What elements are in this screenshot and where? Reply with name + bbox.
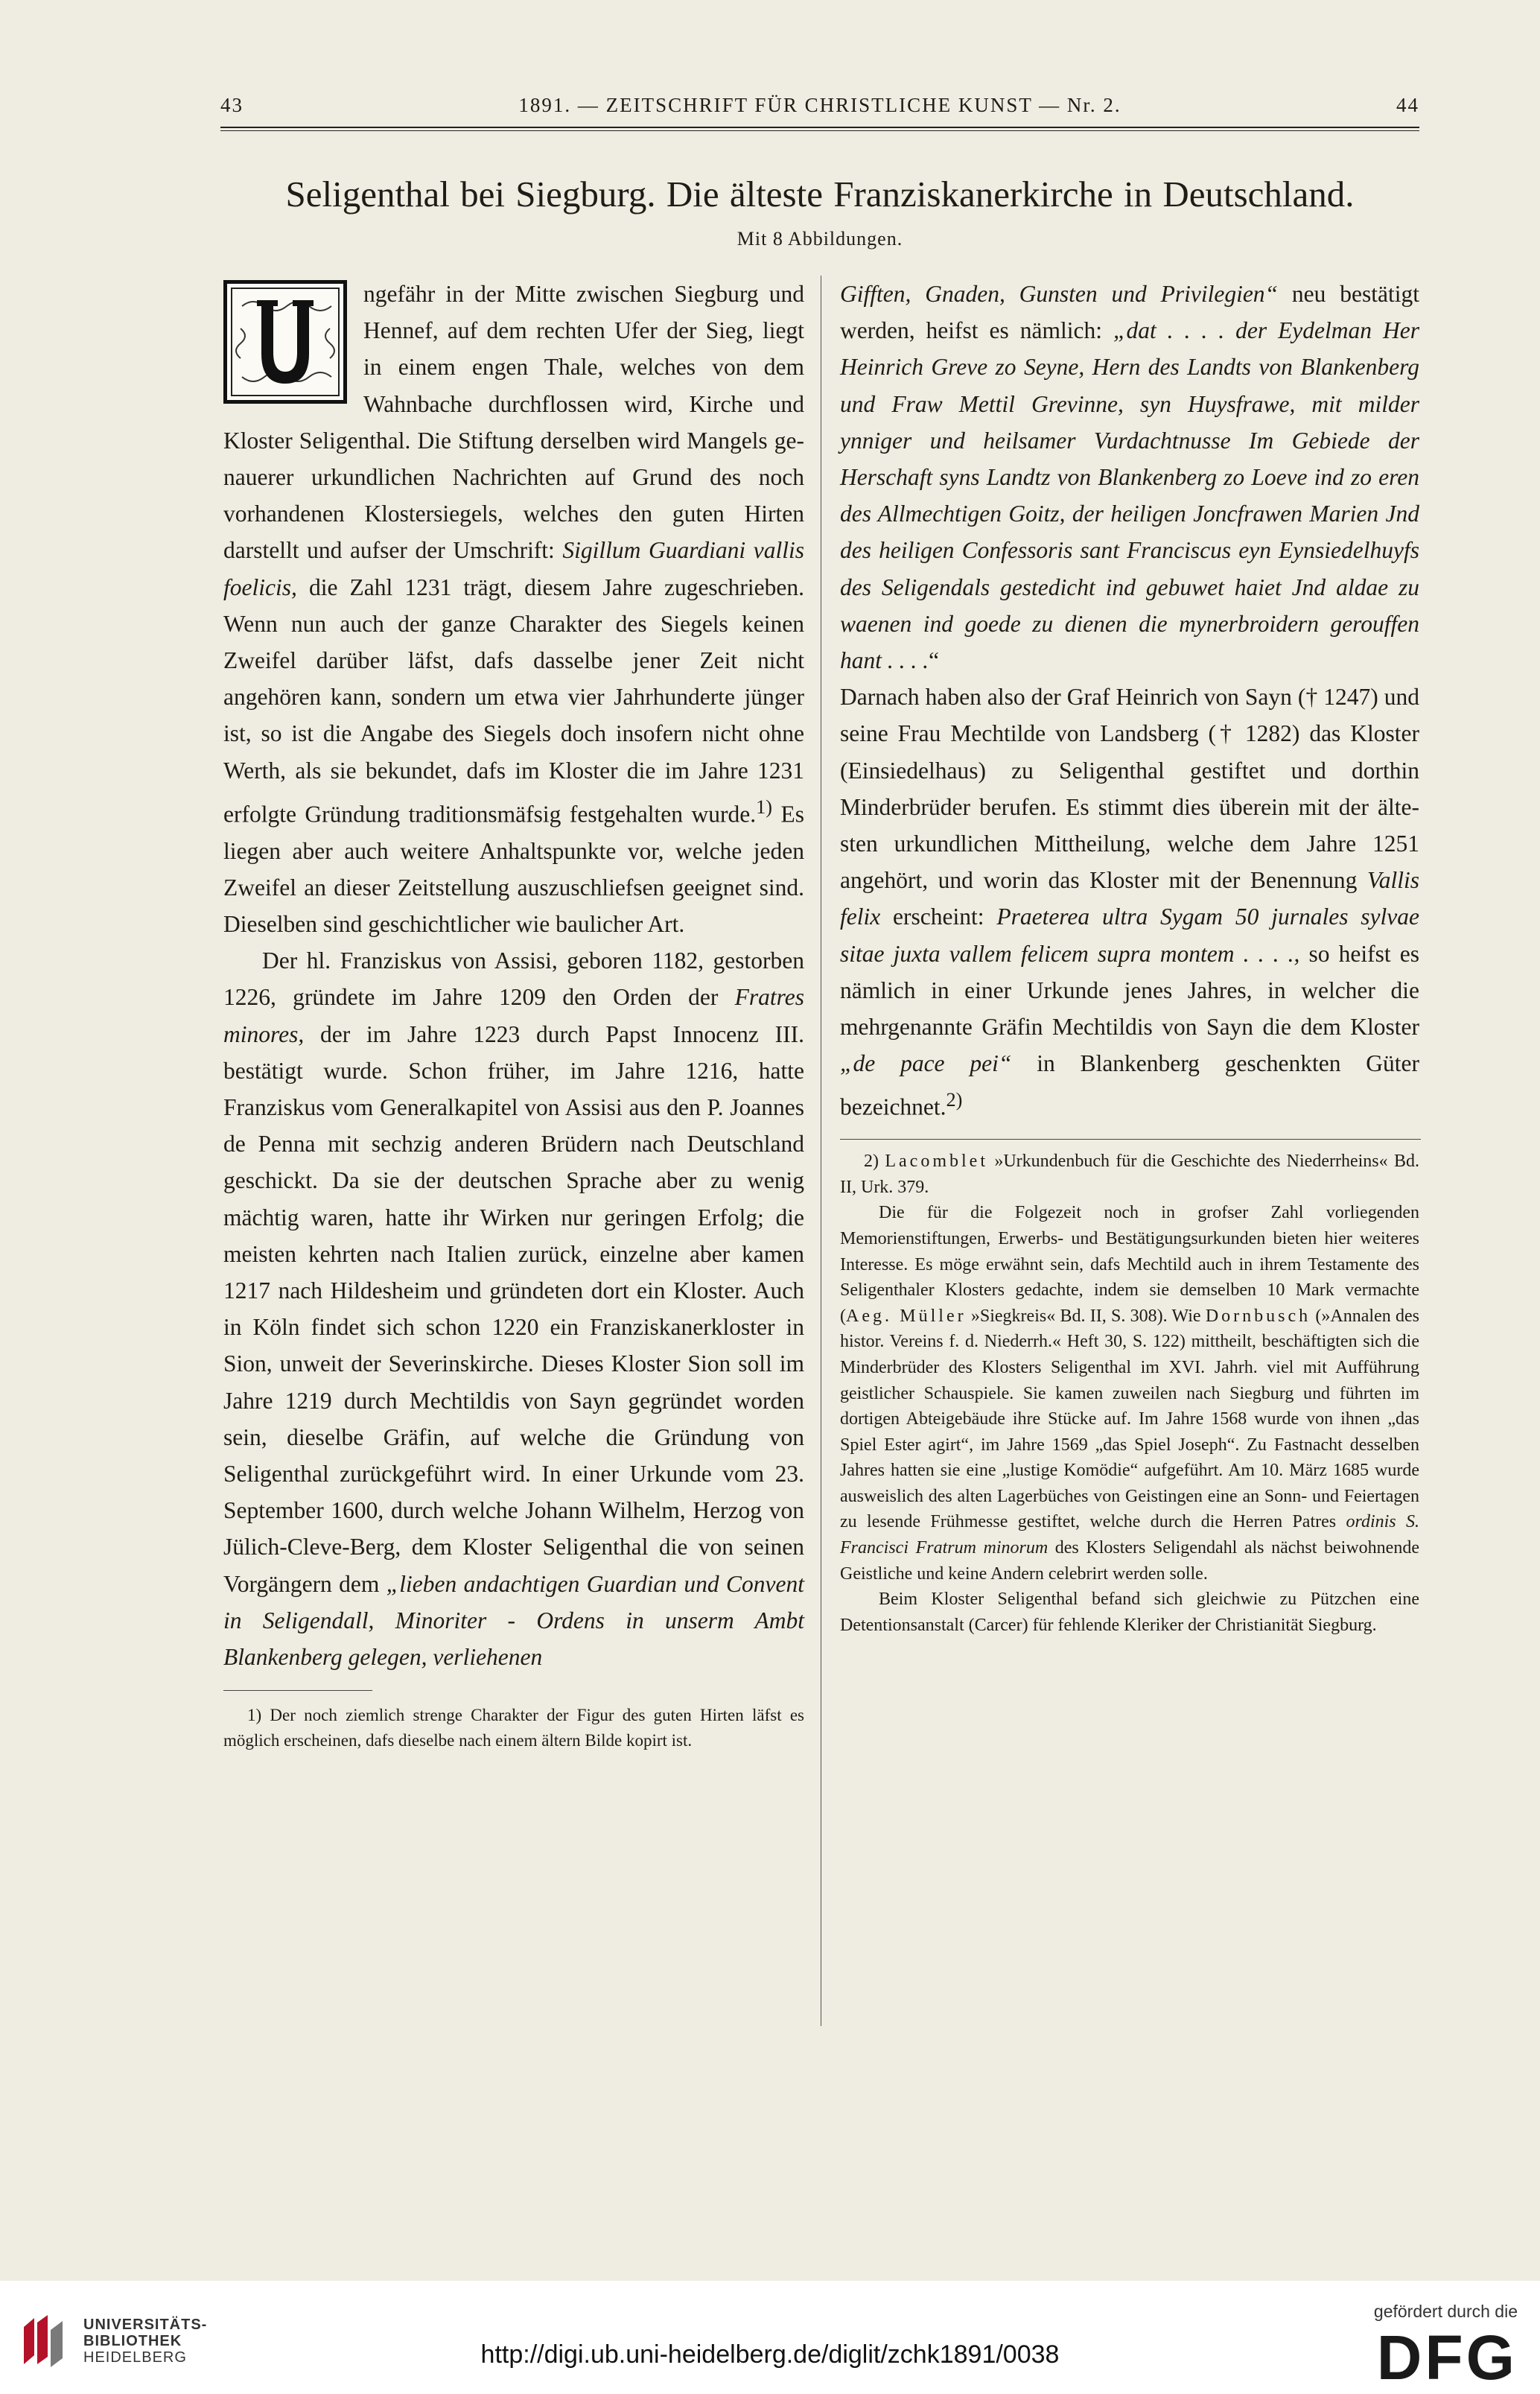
footnote-rule-right	[840, 1139, 1421, 1140]
funding-caption: gefördert durch die	[1373, 2302, 1518, 2321]
page-number-right: 44	[1396, 94, 1419, 116]
header-rule	[220, 127, 1419, 128]
source-url-link[interactable]: http://digi.ub.uni-heidelberg.de/diglit/zchk1891/0038	[480, 2340, 1060, 2369]
library-name: UNIVERSITÄTS- BIBLIOTHEK HEIDELBERG	[83, 2317, 208, 2366]
paragraph-quote: Gifften, Gnaden, Gunsten und Privilegien“ neu bestätigt werden, heifst es nämlich: „dat . . . . der Eydelman Her Heinrich Greve zo Seyne, Hern des Landts von Blankenberg und Fraw Mettil Grevinne, syn Huysfrawe, mit milder ynniger und heilsamer Vurdachtnusse Im Gebiede der Herschaft syns Landtz von Blankenberg zo Loeve ind zo eren des Allmechtigen Goitz, der heiligen Joncfrawen Marien Jnd des heiligen Confessoris sant Franciscus eyn Eynsiedelhuyfs des Seligendals gestedicht ind gebuwet haiet Jnd aldae zu waenen ind goede zu dienen die mynerbroidern gerouffen hant . . . .“	[840, 281, 1419, 674]
page-header	[220, 94, 1419, 117]
footnotes-right	[840, 1149, 1419, 1638]
header-rule-thin	[220, 130, 1419, 131]
paragraph-1: ngefähr in der Mitte zwischen Siegburg und Hennef, auf dem rechten Ufer der Sieg, liegt in einem engen Thale, welches von dem Wahnbache durchflossen wird, Kirche und Kloster Seligenthal. Die Stiftung derselben wird Mangels genauerer urkundlichen Nachrichten auf Grund des noch vorhandenen Klostersiegels, welches den guten Hirten darstellt und aufser der Umschrift: Sigillum Guardiani vallis foelicis, die Zahl 1231 trägt, diesem Jahre zugeschrieben. Wenn nun auch der ganze Charakter des Siegels keinen Zweifel darüber läfst, dafs dasselbe jener Zeit nicht angehören kann, sondern um etwa vier Jahrhunderte jünger ist, so ist die Angabe des Siegels doch insofern nicht ohne Werth, als sie bekundet, dafs im Kloster die im Jahre 1231 erfolgte Gründung traditionsmäfsig festgehalten wurde.$^{1)}$ Es liegen aber auch weitere Anhaltspunkte vor, welche jeden Zweifel an dieser Zeitstellung auszuschliefsen geeignet sind. Dieselben sind geschichtlicher wie baulicher Art.	[223, 281, 804, 937]
right-column	[840, 276, 1419, 1638]
footer-bar	[0, 2281, 1540, 2394]
page-number-left: 43	[220, 94, 244, 116]
footnote-2: 2) Lacomblet »Urkundenbuch für die Geschichte des Niederrheins« Bd. II, Urk. 379.	[840, 1152, 1419, 1197]
footnote-rule	[223, 1690, 372, 1691]
paragraph-3: Darnach haben also der Graf Heinrich von Sayn († 1247) und seine Frau Mechtilde von Landsberg († 1282) das Kloster (Einsiedelhaus) zu Seligenthal gestiftet und dorthin Minderbrüder berufen. Es stimmt dies überein mit der ältesten urkundlichen Mittheilung, welche dem Jahre 1251 angehört, und worin das Kloster mit der Benennung Vallis felix erscheint: Praeterea ultra Sygam 50 jurnales sylvae sitae juxta vallem felicem supra montem . . . ., so heifst es nämlich in einer Urkunde jenes Jahres, in welcher die mehrgenannte Gräfin Mechtildis von Sayn die dem Kloster „de pace pei“ in Blankenberg geschenkten Güter bezeichnet.$^{2)}$	[840, 684, 1419, 1120]
dfg-logo: DFG	[1376, 2322, 1518, 2393]
footnote-1: 1) Der noch ziemlich strenge Charakter der Figur des guten Hirten läfst es möglich erscheinen, dafs dieselbe nach einem ältern Bilde kopirt ist.	[223, 1706, 804, 1750]
article-subtitle: Mit 8 Abbildungen.	[736, 228, 903, 250]
footnote-2-last: Beim Kloster Seligenthal befand sich gleichwie zu Pützchen eine Detentionsanstalt (Carcer) für fehlende Kleriker der Christianität Siegburg.	[840, 1590, 1419, 1635]
article-title: Seligenthal bei Siegburg. Die älteste Franziskanerkirche in Deutschland.	[285, 174, 1355, 215]
decorated-initial-u-icon	[223, 280, 347, 404]
left-column	[223, 276, 804, 1753]
running-title: 1891. — ZEITSCHRIFT FÜR CHRISTLICHE KUNST — Nr. 2.	[518, 94, 1121, 116]
footnote-2-continued: Die für die Folgezeit noch in grofser Zahl vorliegenden Memorienstiftungen, Erwerbs- und Bestätigungsurkunden bieten hier weiteres Interesse. Es möge erwähnt sein, dafs Mechtild auch in ihrem Testamente des Seligenthaler Klosters gedachte, indem sie demselben 10 Mark vermachte (Aeg. Müller »Siegkreis« Bd. II, S. 308). Wie Dornbusch (»Annalen des histor. Vereins f. d. Niederrh.« Heft 30, S. 122) mittheilt, beschäftigten sich die Minderbrüder des Klosters Seligenthal im XVI. Jahrh. viel mit Aufführung geistlicher Schauspiele. Sie kamen zuweilen nach Siegburg und führten im dortigen Abteigebäude ihre Stücke auf. Im Jahre 1568 wurde von ihnen „das Spiel Ester agirt“, im Jahre 1569 „das Spiel Joseph“. Zu Fastnacht desselben Jahres hatten sie eine „lustige Komödie“ aufgeführt. Am 10. März 1685 wurde ausweislich des alten Lagerbüches von Geistingen eine an Sonn- und Feiertagen zu lesende Frühmesse gestiftet, welche durch die Herren Patres ordinis S. Francisci Fratrum minorum des Klosters Seligendahl als nächst beiwohnende Geistliche und keine Andern celebrirt werden solle.	[840, 1203, 1419, 1584]
paragraph-2: Der hl. Franziskus von Assisi, geboren 1182, gestorben 1226, gründete im Jahre 1209 den Orden der Fratres minores, der im Jahre 1223 durch Papst Innocenz III. bestätigt wurde. Schon früher, im Jahre 1216, hatte Franziskus vom Generalkapitel von Assisi aus den P. Joannes de Penna mit sechzig anderen Brüdern nach Deutschland geschickt. Da sie der deutschen Sprache aber zu wenig mächtig waren, hatte ihr Wirken nur geringen Erfolg; die meisten kehrten nach Italien zurück, einzelne aber kamen 1217 nach Hildesheim und gründeten dort ein Kloster. Auch in Köln findet sich schon 1220 ein Franziskanerkloster in Sion, unweit der Severinskirche. Dieses Kloster Sion soll im Jahre 1219 durch Mechtildis von Sayn gegründet worden sein, dieselbe Gräfin, auf welche die Gründung von Seligenthal zurückgeführt wird. In einer Urkunde vom 23. September 1600, durch welche Johann Wilhelm, Herzog von Jülich-Cleve-Berg, dem Kloster Seligenthal die von seinen Vorgängern dem „lieben andachtigen Guardian und Convent in Seligendall, Minoriter - Ordens in unserm Ambt Blankenberg gelegen, verliehenen	[223, 947, 805, 1671]
